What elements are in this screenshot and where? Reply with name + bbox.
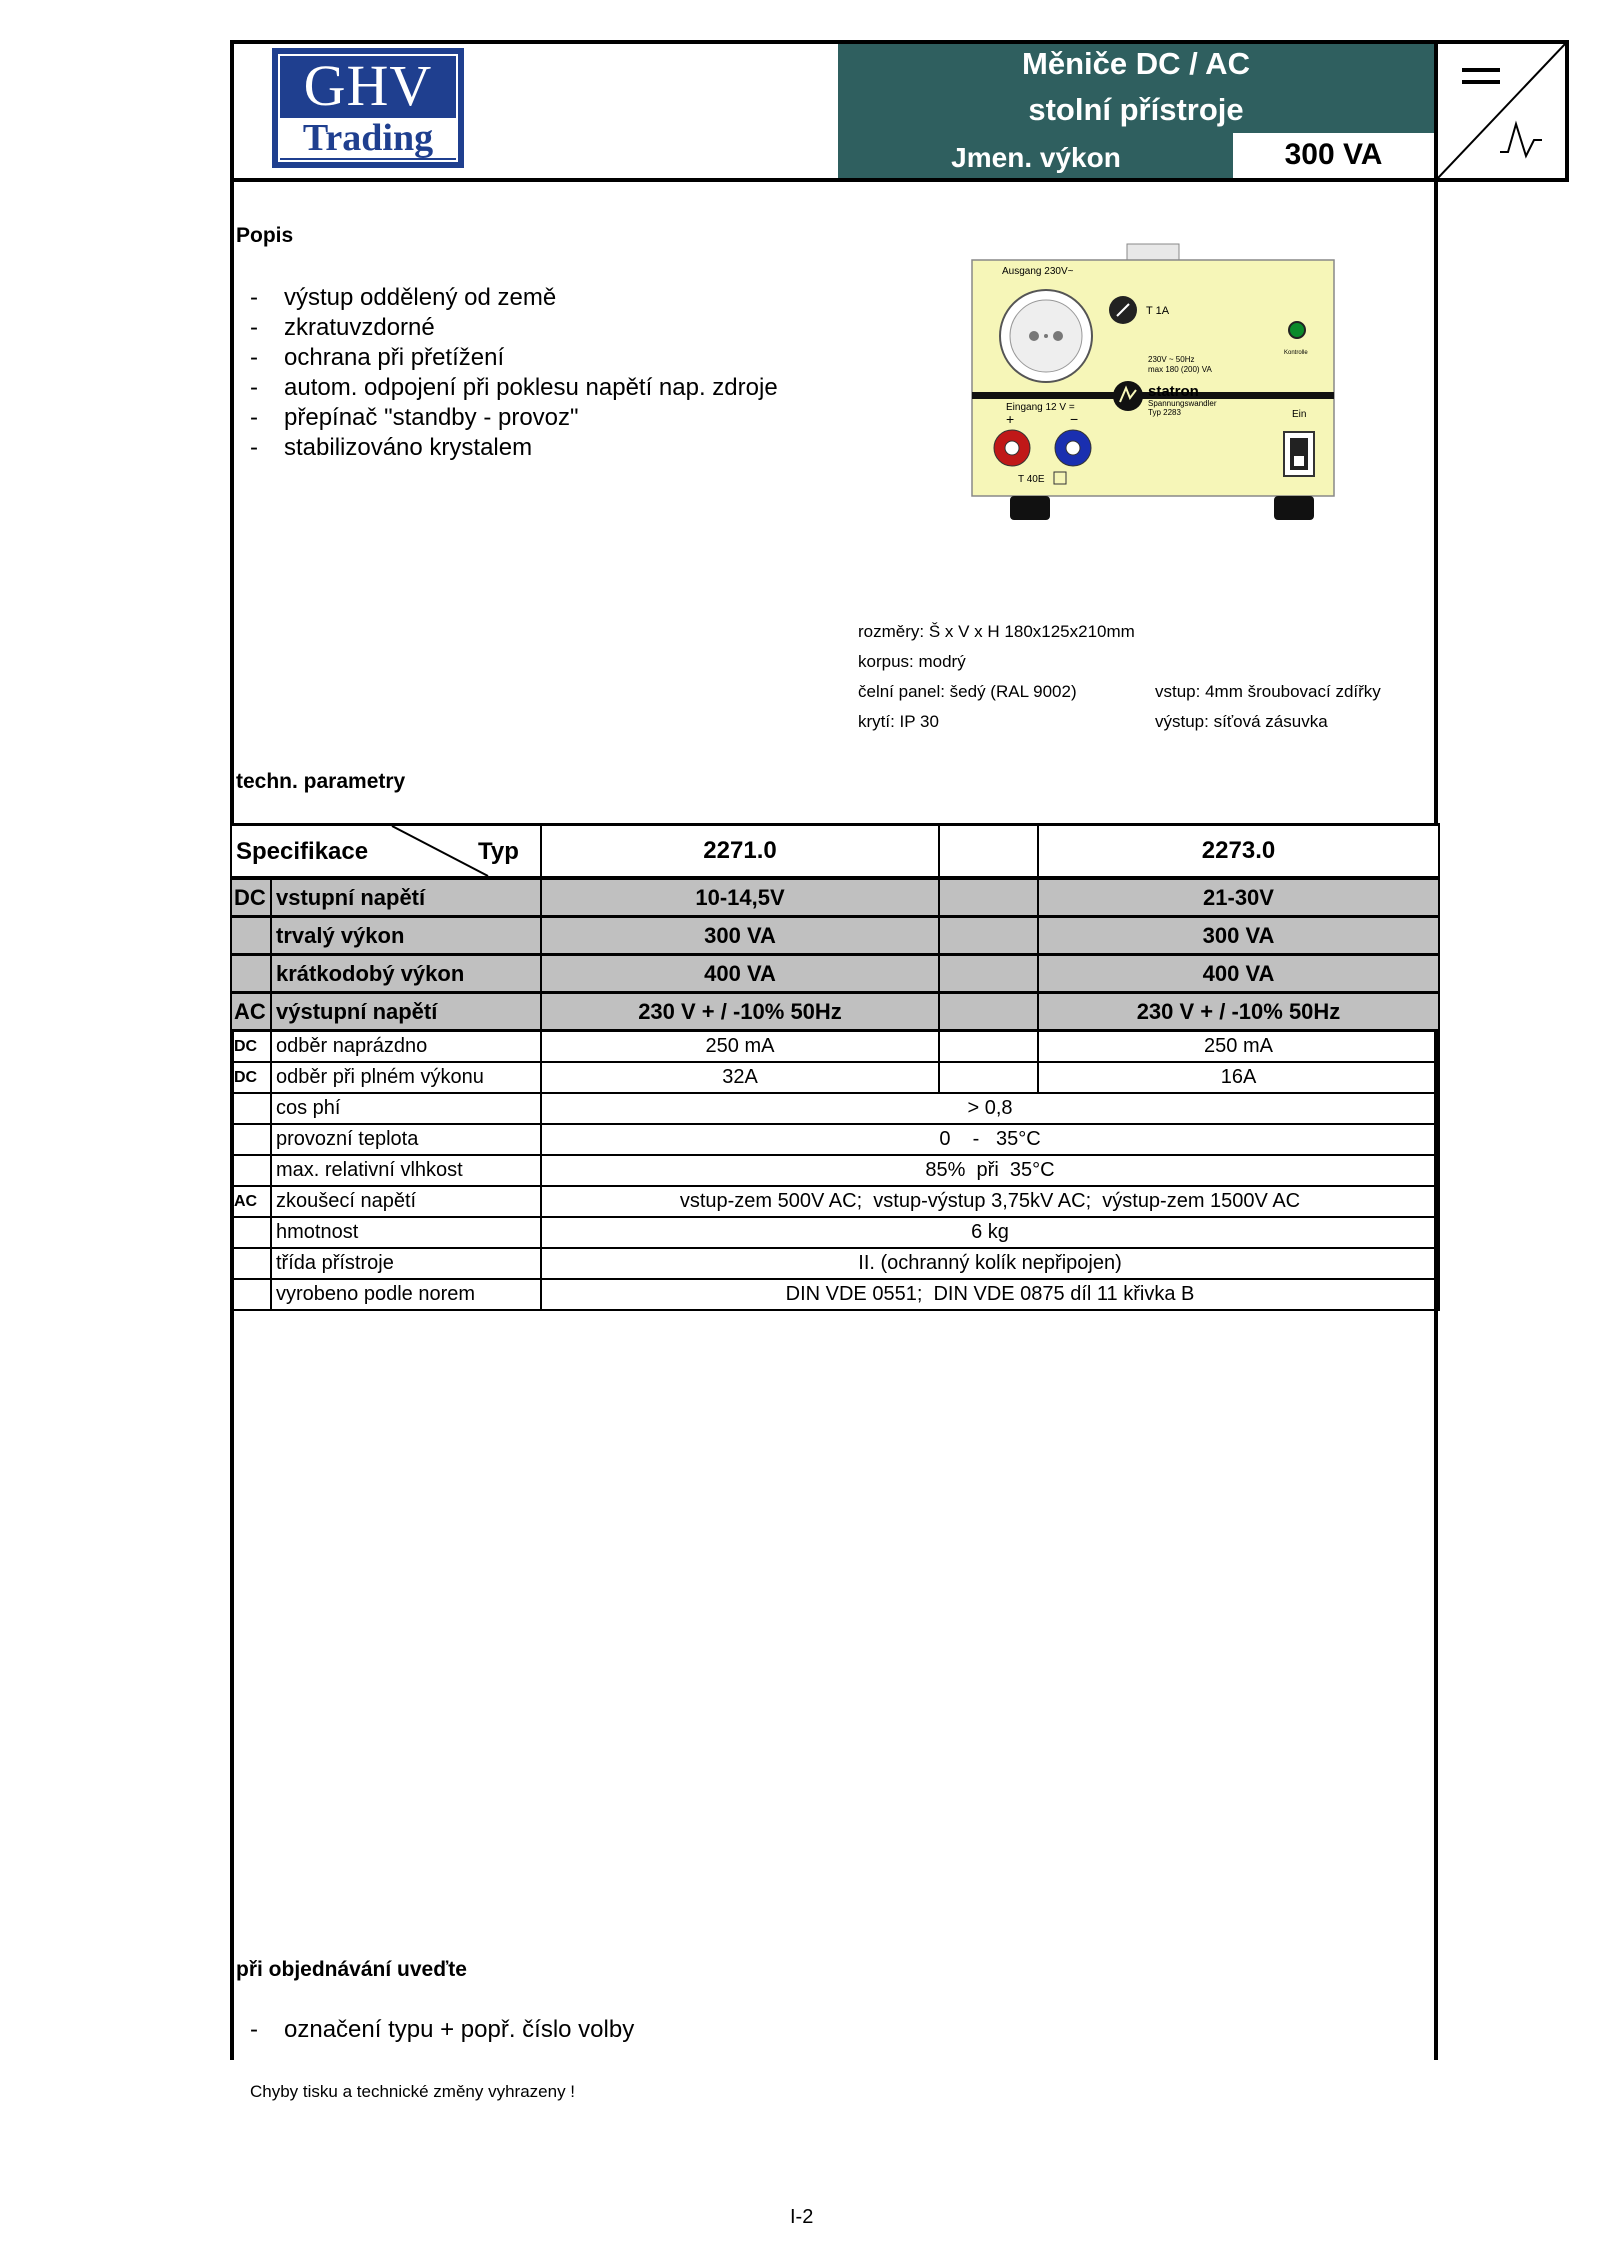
tech-params-heading: techn. parametry (236, 770, 406, 793)
type-2273-header: 2273.0 (1038, 825, 1439, 879)
list-item: - zkratuvzdorné (250, 314, 435, 341)
header-type-label: Typ (478, 838, 519, 865)
svg-text:Spannungswandler: Spannungswandler (1148, 399, 1217, 408)
product-title: Měniče DC / AC (1022, 46, 1250, 81)
power-label: Jmen. výkon (951, 142, 1121, 173)
table-row: vyrobeno podle norem DIN VDE 0551; DIN VDE 0875 díl 11 křivka B (231, 1279, 1439, 1310)
dimensions-output: výstup: síťová zásuvka (1155, 712, 1328, 731)
table-row: krátkodobý výkon 400 VA 400 VA (231, 955, 1439, 993)
svg-text:T 40E: T 40E (1018, 474, 1045, 485)
page-number: I-2 (790, 2206, 814, 2228)
svg-text:Eingang 12 V =: Eingang 12 V = (1006, 402, 1075, 413)
table-row: cos phí > 0,8 (231, 1093, 1439, 1124)
svg-text:230V ~ 50Hz: 230V ~ 50Hz (1148, 355, 1195, 364)
svg-text:Typ 2283: Typ 2283 (1148, 408, 1181, 417)
dimensions-case: korpus: modrý (858, 652, 966, 671)
table-header-row (231, 825, 1439, 879)
list-item: - přepínač "standby - provoz" (250, 404, 579, 431)
svg-text:T 1A: T 1A (1146, 305, 1170, 317)
list-item: - stabilizováno krystalem (250, 434, 533, 461)
table-row: trvalý výkon 300 VA 300 VA (231, 917, 1439, 955)
table-row: max. relativní vlhkost 85% při 35°C (231, 1155, 1439, 1186)
symbol-box-border (1565, 40, 1569, 182)
dc-ac-converter-icon (1438, 44, 1565, 178)
table-row: AC výstupní napětí 230 V + / -10% 50Hz 230 V + / -10% 50Hz (231, 993, 1439, 1031)
dimensions-panel: čelní panel: šedý (RAL 9002) (858, 682, 1077, 701)
device-illustration (970, 242, 1340, 527)
power-value: 300 VA (1284, 138, 1383, 171)
description-heading: Popis (236, 224, 294, 247)
spec-table (230, 823, 1440, 1311)
svg-text:max 180 (200) VA: max 180 (200) VA (1148, 365, 1212, 374)
company-logo (272, 48, 464, 168)
product-subtitle: stolní přístroje (1028, 92, 1244, 127)
header-divider (230, 178, 1568, 182)
svg-text:statron: statron (1148, 383, 1199, 400)
table-row: provozní teplota 0 - 35°C (231, 1124, 1439, 1155)
brand-logo-icon (1113, 381, 1143, 411)
svg-text:+: + (1006, 411, 1015, 427)
order-item: - označení typu + popř. číslo volby (250, 2016, 635, 2043)
list-item: - ochrana při přetížení (250, 344, 505, 371)
order-heading: při objednávání uveďte (236, 1958, 467, 1981)
spec-type-header (231, 825, 541, 879)
output-label: Ausgang 230V~ (1002, 266, 1074, 277)
footer-disclaimer: Chyby tisku a technické změny vyhrazeny ! (250, 2082, 576, 2101)
logo-text-ghv: GHV (303, 53, 433, 118)
svg-text:−: − (1070, 411, 1079, 427)
list-item: - autom. odpojení při poklesu napětí nap. zdroje (250, 374, 778, 401)
table-row: DC vstupní napětí 10-14,5V 21-30V (231, 878, 1439, 917)
indicator-lamp-icon (1289, 322, 1305, 338)
dimensions-input: vstup: 4mm šroubovací zdířky (1155, 682, 1381, 701)
description-list (236, 284, 778, 464)
header-spec-label: Specifikace (236, 838, 369, 865)
dimensions-protection: krytí: IP 30 (858, 712, 939, 731)
dimensions-size: rozměry: Š x V x H 180x125x210mm (858, 622, 1135, 641)
table-row: DC odběr naprázdno 250 mA 250 mA (231, 1031, 1439, 1063)
table-row: AC zkoušecí napětí vstup-zem 500V AC; vstup-výstup 3,75kV AC; výstup-zem 1500V AC (231, 1186, 1439, 1217)
logo-text-trading: Trading (278, 118, 458, 158)
svg-text:Ein: Ein (1292, 409, 1307, 420)
table-row: třída přístroje II. (ochranný kolík nepřipojen) (231, 1248, 1439, 1279)
table-row: hmotnost 6 kg (231, 1217, 1439, 1248)
list-item: - výstup oddělený od země (250, 284, 557, 311)
svg-text:Kontrolle: Kontrolle (1284, 350, 1308, 356)
type-2271-header: 2271.0 (541, 825, 939, 879)
table-row: DC odběr při plném výkonu 32A 16A (231, 1062, 1439, 1093)
